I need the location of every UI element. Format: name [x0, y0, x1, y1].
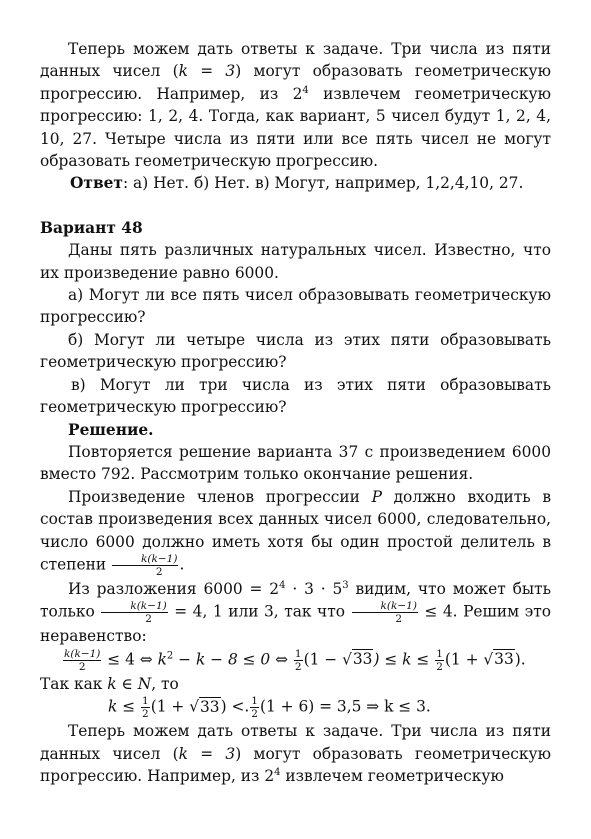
- power-base: 2: [292, 84, 303, 103]
- sqrt-sign: √: [483, 650, 494, 669]
- text: .: [179, 555, 185, 574]
- answer-line: [40, 172, 551, 194]
- solution-paragraph-3: [40, 578, 551, 648]
- solution-label: Решение.: [68, 420, 154, 439]
- math-power: [293, 85, 309, 103]
- final-estimate-line: k ≤ $\frac{1}{2}$ (1 + √33) <. $\frac{1}{2}$ (1 + 6) = 3,5 ⇒ k ≤ 3.: [108, 695, 431, 721]
- since-line: Так как k ∈ N, то: [40, 674, 179, 693]
- text: Из разложения: [68, 579, 204, 598]
- sqrt-sign: √: [189, 697, 199, 716]
- fraction-half: $\frac{1}{2}$: [436, 647, 443, 673]
- document-page: [40, 38, 551, 787]
- answers-paragraph-top: [40, 38, 551, 172]
- fraction: $\frac{k(k-1)}{2}$: [101, 600, 167, 625]
- fraction-half: $\frac{1}{2}$: [142, 695, 149, 721]
- text: Теперь можем дать ответы к задаче. Три числа из пяти данных чисел (: [40, 40, 551, 81]
- fraction: $\frac{k(k-1)}{2}$: [112, 553, 178, 578]
- text: видим, что может быть только: [40, 579, 551, 621]
- solution-paragraph-2: [40, 486, 551, 578]
- text: должно входить в состав произведения всех данных чисел 6000, следовательно, число 6000 должно иметь хотя бы один простой делитель в степени: [40, 487, 551, 574]
- text: . Решим это неравенство:: [40, 602, 551, 646]
- answers-paragraph-bottom: Теперь можем дать ответы к задаче. Три числа из пяти данных чисел (k = 3) могут образовать геометрическую прогрессию. Например, из $2^4$ извлечем геометрическую: [40, 722, 551, 785]
- text: ) могут образовать геометрическую прогрессию. Например, из: [40, 62, 551, 103]
- problem-intro: Даны пять различных натуральных чисел. Известно, что их произведение равно 6000.: [40, 241, 551, 282]
- math-eq: = 4,: [168, 602, 213, 621]
- answer-text: : а) Нет. б) Нет. в) Могут, например, 1,2,4,10, 27.: [122, 174, 524, 193]
- answer-label: Ответ: [70, 174, 123, 193]
- fraction-half: $\frac{1}{2}$: [251, 695, 258, 721]
- fraction-half: $\frac{1}{2}$: [294, 647, 302, 673]
- math-le: ≤ 4: [418, 602, 453, 621]
- spacer: [40, 195, 551, 217]
- text: Произведение членов прогрессии: [68, 487, 372, 506]
- variant-title: Вариант 48: [40, 218, 143, 237]
- fraction: $\frac{k(k-1)}{2}$: [64, 647, 101, 673]
- math-k: k = 3: [178, 62, 236, 81]
- question-b: б) Могут ли четыре числа из этих пяти образовывать геометрическую прогрессию?: [40, 330, 551, 372]
- fraction: $\frac{k(k-1)}{2}$: [352, 600, 418, 625]
- sqrt-sign: √: [342, 650, 352, 669]
- question-a: а) Могут ли все пять чисел образовывать геометрическую прогрессию?: [40, 286, 551, 327]
- solution-paragraph-1: Повторяется решение варианта 37 с произведением 6000 вместо 792. Рассмотрим только окончание решения.: [40, 442, 551, 484]
- math-factorization: $6000 = 2^4 \cdot 3 \cdot 5^3$: [203, 579, 349, 598]
- text: 1 или 3, так что: [212, 602, 351, 621]
- inequality-line: $\frac{k(k-1)}{2}$ ≤ 4 ⇔ $k^2 - k - 8 \le 0$ ⇔ $\frac{1}{2}$ (1 − √33) ≤ k ≤ $\frac{1}{2}$ (1 + √33).: [64, 647, 526, 673]
- power-exponent: 4: [302, 84, 309, 96]
- math-P: P: [371, 487, 382, 506]
- text: извлечем геометрическую прогрессию: 1, 2, 4. Тогда, как вариант, 5 чисел будут 1, 2, 4, 10, 27. Четыре числа из пяти или все пять чисел не могут образовать геометрическую прогрессию.: [40, 84, 551, 171]
- question-c: в) Могут ли три числа из этих пяти образовывать геометрическую прогрессию?: [40, 375, 551, 417]
- math-power: $2^4$: [264, 766, 281, 785]
